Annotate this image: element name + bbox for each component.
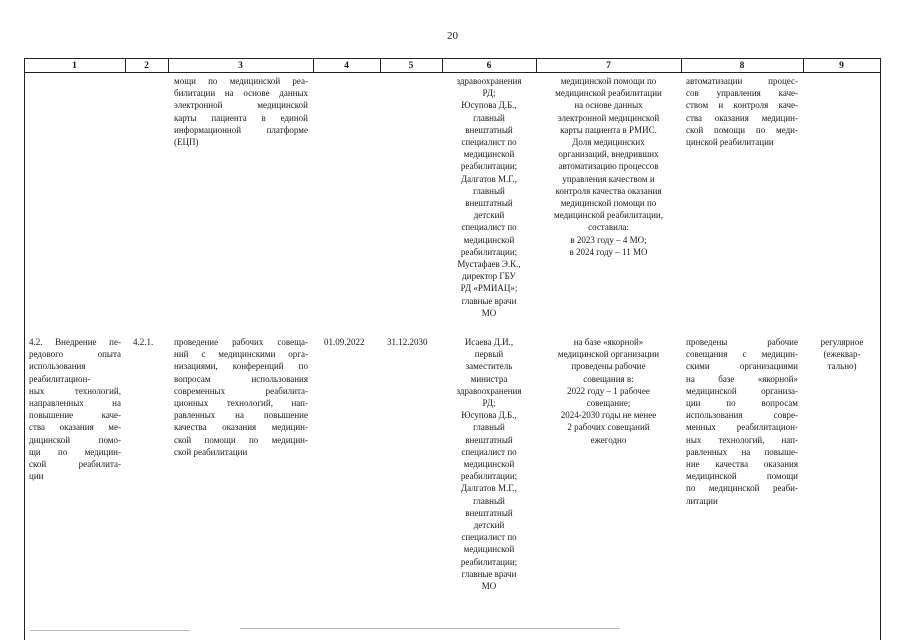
cont-row-col3: мощи по медицинской реа- билитации на основе данных электронной медицинской карты пациента в единой информационной платформе (ЕЦП) <box>174 76 308 148</box>
row-4-2-col8: проведены рабочие совещания с медицин- скими организациями на базе «якорной» медицинской организа- ции по вопросам использования совре- менных реабилитацион- ных технологий, нап- равленных на повыше- ние качества оказания медицинской помощи по медицинской реаби- литации <box>686 337 798 506</box>
row-4-2-col4: 01.09.2022 <box>324 337 365 347</box>
row-4-2-col2: 4.2.1. <box>133 337 154 347</box>
column-header-5: 5 <box>408 61 414 71</box>
scan-artifact <box>30 630 190 631</box>
row-4-2-col1: 4.2. Внедрение пе- редового опыта использования реабилитацион- ных технологий, направленных на повышение каче- ства оказания ме- дицинской помо- щи по медицин- ской реабилита- ции <box>29 337 121 482</box>
cont-row-col8: автоматизации процес- сов управления каче- ством и контроля каче- ства оказания медицин- ской помощи по меди- цинской реабилитации <box>686 76 798 148</box>
row-4-2-col3: проведение рабочих совеща- ний с медицинскими орга- низациями, конференций по вопросам использования современных реабилита- ционных технологий, нап- равленных на повышение качества оказания медицин- ской помощи по медицин- ской реабилитации <box>174 337 308 457</box>
column-header-3: 3 <box>238 61 243 71</box>
page-number: 20 <box>447 30 458 42</box>
column-divider <box>24 58 25 640</box>
header-bottom-border <box>24 72 881 73</box>
column-header-2: 2 <box>144 61 149 71</box>
column-header-1: 1 <box>72 61 77 71</box>
row-4-2-col5: 31.12.2030 <box>387 337 428 347</box>
column-header-8: 8 <box>739 61 745 71</box>
cont-row-col6: здравоохранения РД; Юсупова Д.Б., главный внештатный специалист по медицинской реабилитации; Далгатов М.Г., главный внештатный детский специалист по медицинской реабилитации; Мустафаев Э.К., директор ГБУ РД «РМИАЦ»; главные врачи МО <box>456 76 522 318</box>
cont-row-col7: медицинской помощи по медицинской реабилитации на основе данных электронной медицинской карты пациента в РМИС. Доля медицинских организаций, внедривших автоматизацию процессов управления качеством и контроля качества оказания медицинской помощи по медицинской реабилитации, составила: в 2023 году – 4 МО; в 2024 году – 11 МО <box>554 76 663 257</box>
column-header-6: 6 <box>486 61 492 71</box>
scan-artifact <box>240 628 620 629</box>
column-header-4: 4 <box>344 61 349 71</box>
row-4-2-col6: Исаева Д.И., первый заместитель министра здравоохранения РД; Юсупова Д.Б., главный внештатный специалист по медицинской реабилитации; Далгатов М.Г., главный внештатный детский специалист по медицинской реабилитации; главные врачи МО <box>456 337 522 592</box>
row-4-2-col9: регулярное (ежеквар- тально) <box>820 337 864 372</box>
table-top-border <box>24 58 881 59</box>
row-4-2-col7: на базе «якорной» медицинской организации проведены рабочие совещания в: 2022 году – 1 рабочее совещание; 2024-2030 годы не менее 2 рабочих совещаний ежегодно <box>557 337 660 445</box>
column-header-9: 9 <box>839 61 844 71</box>
column-divider <box>880 58 881 640</box>
column-header-7: 7 <box>606 61 611 71</box>
